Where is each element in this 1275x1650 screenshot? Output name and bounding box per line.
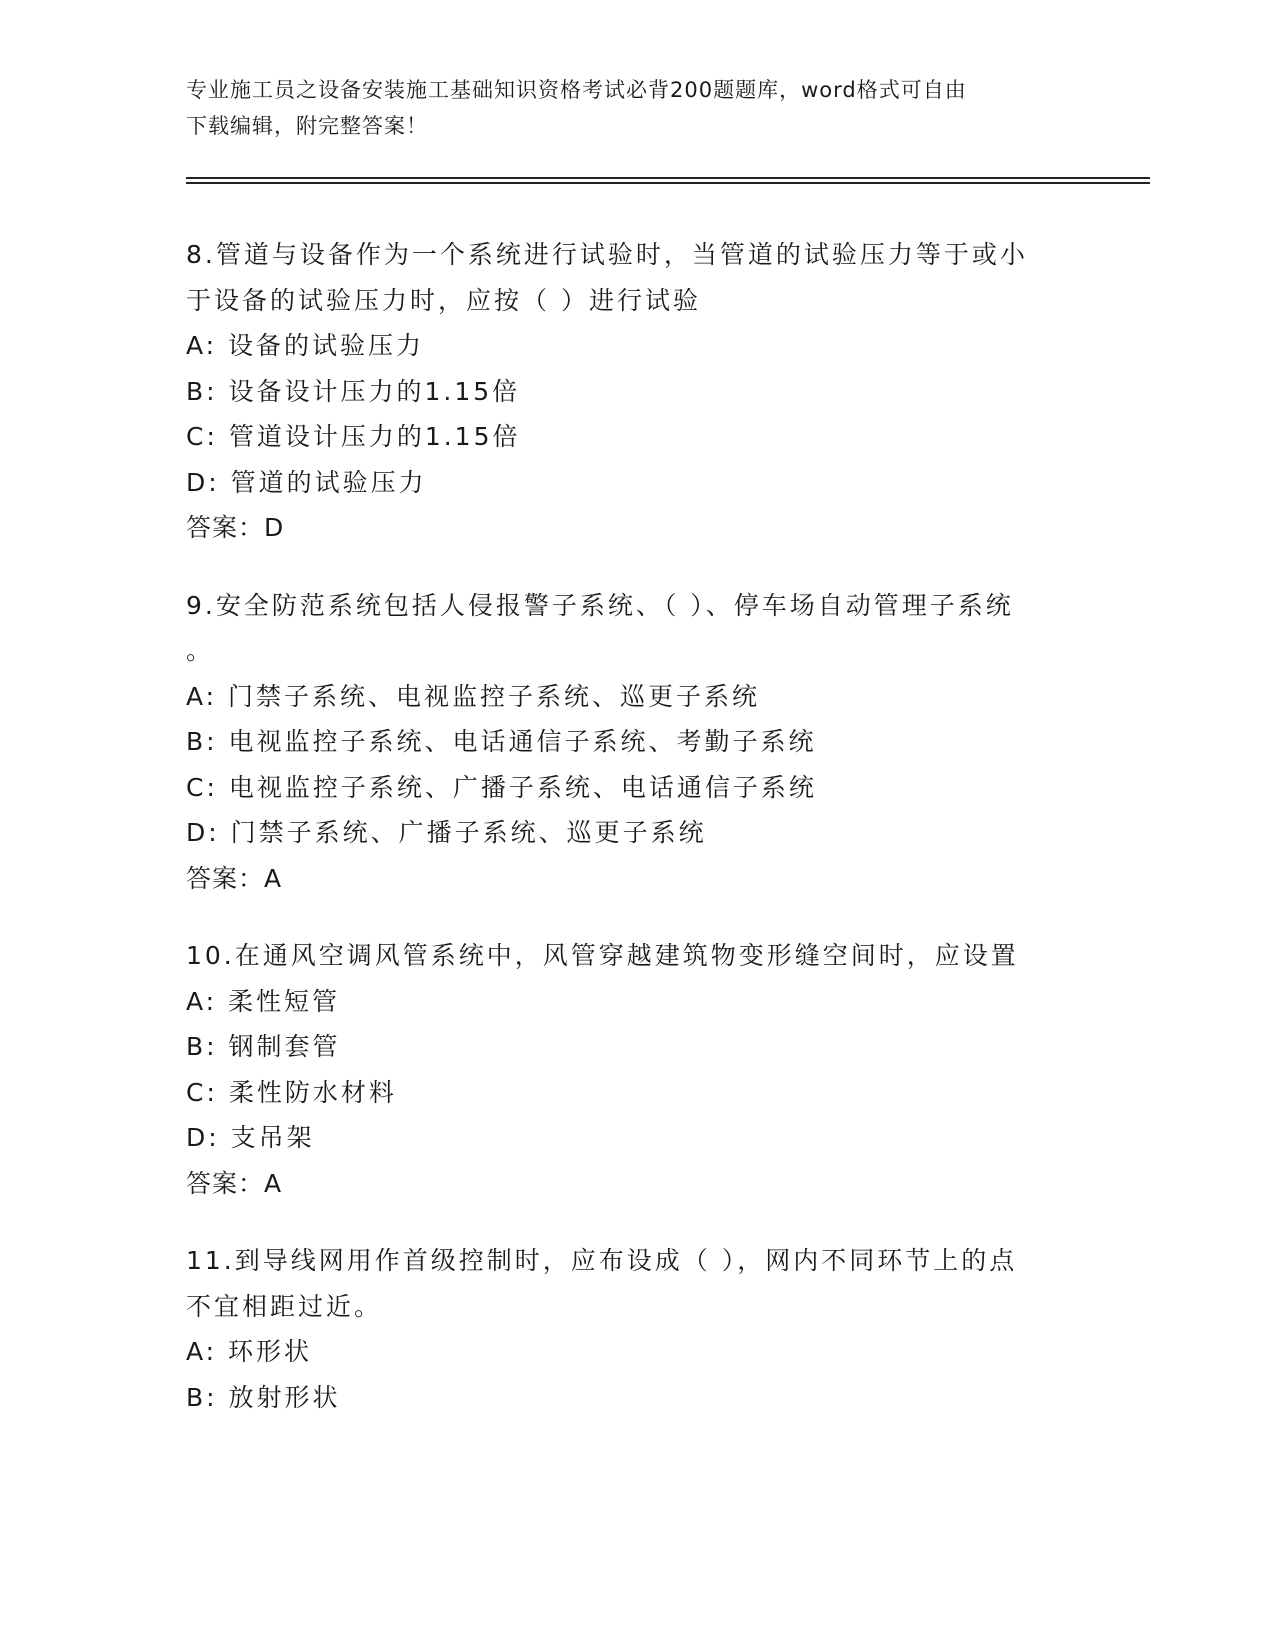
header-line-2: 下载编辑，附完整答案！ xyxy=(186,114,428,138)
question-8 xyxy=(186,232,1086,551)
question-text-line: 于设备的试验压力时，应按（ ）进行试验 xyxy=(186,285,701,315)
answer: 答案：A xyxy=(186,863,283,893)
header-line-1: 专业施工员之设备安装施工基础知识资格考试必背200题题库，word格式可自由 xyxy=(186,78,967,102)
option-d: D: 门禁子系统、广播子系统、巡更子系统 xyxy=(186,818,707,847)
option-a: A: 设备的试验压力 xyxy=(186,331,425,360)
question-11 xyxy=(186,1238,1086,1420)
question-text xyxy=(186,1238,1086,1329)
question-text-line: 8.管道与设备作为一个系统进行试验时，当管道的试验压力等于或小 xyxy=(186,240,1028,269)
option-a: A: 门禁子系统、电视监控子系统、巡更子系统 xyxy=(186,681,761,711)
option-a: A: 环形状 xyxy=(186,1337,313,1366)
option-d: D: 管道的试验压力 xyxy=(186,467,427,497)
option-a: A: 柔性短管 xyxy=(186,986,341,1016)
question-text xyxy=(186,232,1086,323)
option-b: B: 设备设计压力的1.15倍 xyxy=(186,376,521,406)
question-text-line: 9.安全防范系统包括人侵报警子系统、（ ）、停车场自动管理子系统 xyxy=(186,590,1014,620)
option-b: B: 钢制套管 xyxy=(186,1032,341,1061)
question-10 xyxy=(186,933,1086,1206)
option-d: D: 支吊架 xyxy=(186,1123,315,1152)
document-header xyxy=(186,72,1066,144)
header-divider-top xyxy=(186,177,1150,179)
question-9 xyxy=(186,583,1086,902)
question-text-line: 10.在通风空调风管系统中，风管穿越建筑物变形缝空间时，应设置 xyxy=(186,941,1019,970)
option-c: C: 电视监控子系统、广播子系统、电话通信子系统 xyxy=(186,772,817,802)
option-b: B: 放射形状 xyxy=(186,1382,341,1412)
question-text-line: 11.到导线网用作首级控制时，应布设成（ ），网内不同环节上的点 xyxy=(186,1246,1018,1275)
header-divider-bottom xyxy=(186,182,1150,184)
question-text xyxy=(186,583,1086,674)
option-b: B: 电视监控子系统、电话通信子系统、考勤子系统 xyxy=(186,727,817,756)
answer: 答案：A xyxy=(186,1168,283,1198)
question-text xyxy=(186,933,1086,979)
question-text-line: 不宜相距过近。 xyxy=(186,1291,383,1321)
option-c: C: 柔性防水材料 xyxy=(186,1077,397,1107)
option-c: C: 管道设计压力的1.15倍 xyxy=(186,422,521,451)
question-list xyxy=(186,232,1086,1452)
question-text-line: 。 xyxy=(186,636,215,665)
answer: 答案：D xyxy=(186,513,285,542)
